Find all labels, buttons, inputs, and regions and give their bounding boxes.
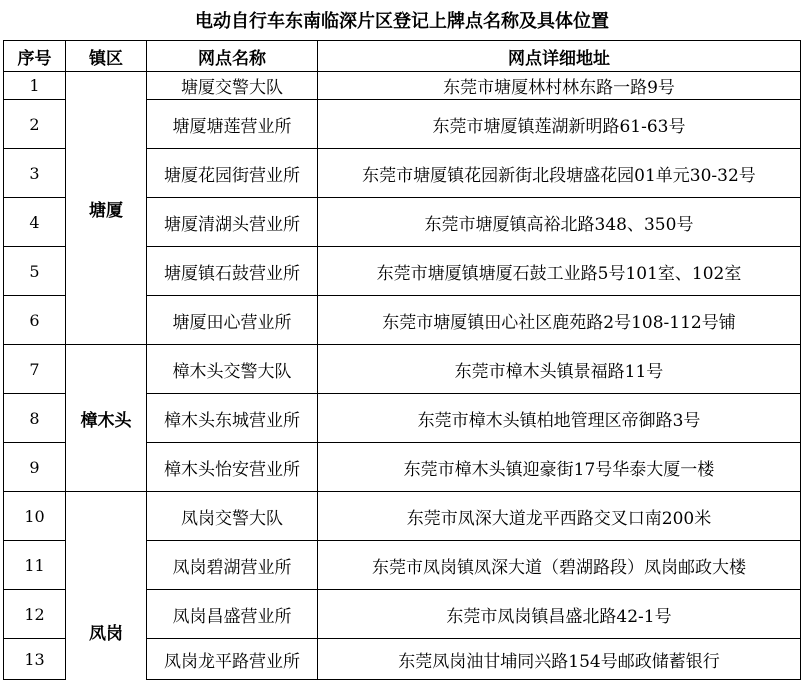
cell-name: 凤岗交警大队 (147, 492, 318, 541)
cell-name: 塘厦田心营业所 (147, 296, 318, 345)
title-row (4, 0, 801, 41)
cell-address: 东莞凤岗油甘埔同兴路154号邮政储蓄银行 (318, 639, 801, 680)
header-name: 网点名称 (147, 41, 318, 72)
cell-seq: 8 (4, 394, 66, 443)
cell-seq: 13 (4, 639, 66, 680)
cell-address: 东莞市塘厦镇塘厦石鼓工业路5号101室、102室 (318, 247, 801, 296)
cell-name: 凤岗龙平路营业所 (147, 639, 318, 680)
cell-seq: 1 (4, 72, 66, 100)
cell-name: 凤岗碧湖营业所 (147, 541, 318, 590)
header-row (4, 41, 801, 72)
cell-name: 塘厦花园街营业所 (147, 149, 318, 198)
cell-town-tangxia: 塘厦 (66, 72, 147, 345)
cell-address: 东莞市凤岗镇昌盛北路42-1号 (318, 590, 801, 639)
cell-seq: 9 (4, 443, 66, 492)
cell-seq: 10 (4, 492, 66, 541)
header-seq: 序号 (4, 41, 66, 72)
cell-seq: 3 (4, 149, 66, 198)
cell-name: 塘厦清湖头营业所 (147, 198, 318, 247)
cell-town-zhangmutou: 樟木头 (66, 345, 147, 492)
cell-address: 东莞市凤岗镇凤深大道（碧湖路段）凤岗邮政大楼 (318, 541, 801, 590)
table-row (4, 72, 801, 100)
header-town: 镇区 (66, 41, 147, 72)
outlet-table (3, 0, 801, 680)
cell-seq: 2 (4, 100, 66, 149)
cell-seq: 7 (4, 345, 66, 394)
cell-town-fenggang: 凤岗 (66, 492, 147, 680)
cell-seq: 5 (4, 247, 66, 296)
cell-name: 塘厦交警大队 (147, 72, 318, 100)
table-row (4, 345, 801, 394)
cell-address: 东莞市樟木头镇景福路11号 (318, 345, 801, 394)
header-address: 网点详细地址 (318, 41, 801, 72)
table-title: 电动自行车东南临深片区登记上牌点名称及具体位置 (4, 0, 801, 41)
table-row (4, 492, 801, 541)
cell-name: 塘厦塘莲营业所 (147, 100, 318, 149)
cell-address: 东莞市塘厦镇莲湖新明路61-63号 (318, 100, 801, 149)
cell-name: 樟木头东城营业所 (147, 394, 318, 443)
cell-seq: 4 (4, 198, 66, 247)
cell-name: 樟木头怡安营业所 (147, 443, 318, 492)
cell-seq: 11 (4, 541, 66, 590)
cell-seq: 12 (4, 590, 66, 639)
cell-seq: 6 (4, 296, 66, 345)
cell-name: 塘厦镇石鼓营业所 (147, 247, 318, 296)
cell-name: 樟木头交警大队 (147, 345, 318, 394)
cell-name: 凤岗昌盛营业所 (147, 590, 318, 639)
cell-address: 东莞市樟木头镇迎豪街17号华泰大厦一楼 (318, 443, 801, 492)
cell-address: 东莞市塘厦镇田心社区鹿苑路2号108-112号铺 (318, 296, 801, 345)
cell-address: 东莞市樟木头镇柏地管理区帝御路3号 (318, 394, 801, 443)
cell-address: 东莞市塘厦镇高裕北路348、350号 (318, 198, 801, 247)
cell-address: 东莞市塘厦林村林东路一路9号 (318, 72, 801, 100)
cell-address: 东莞市塘厦镇花园新街北段塘盛花园01单元30-32号 (318, 149, 801, 198)
cell-address: 东莞市凤深大道龙平西路交叉口南200米 (318, 492, 801, 541)
